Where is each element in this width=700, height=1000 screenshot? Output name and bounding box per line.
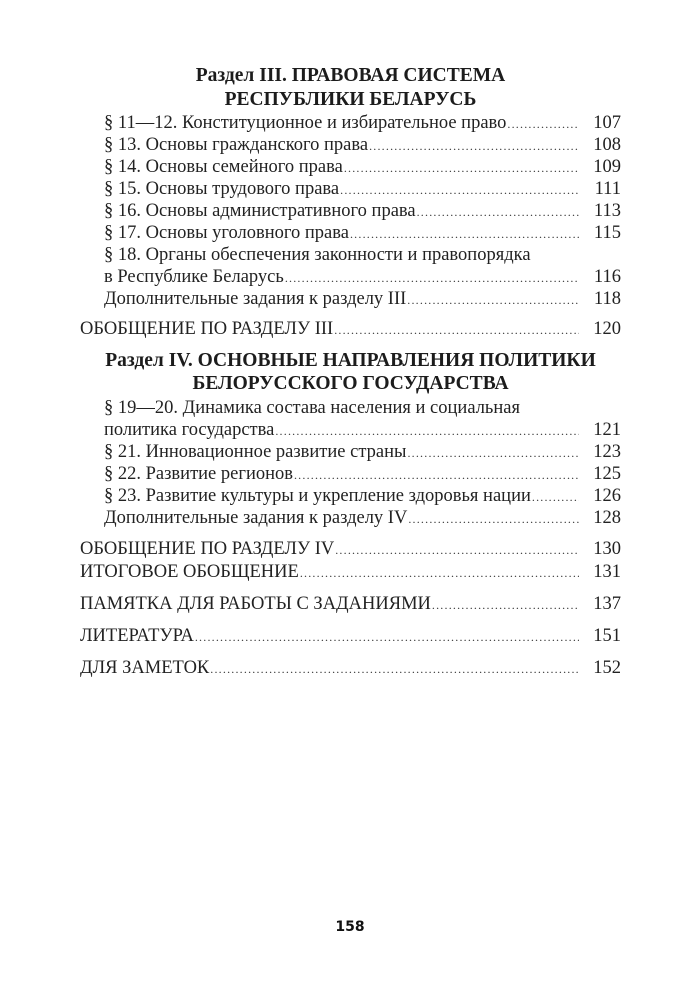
- toc-entry-final-summary[interactable]: [80, 561, 621, 584]
- toc-entry-section-4-summary[interactable]: [80, 538, 621, 561]
- toc-entry-page: 109: [593, 157, 621, 177]
- section-4-heading-line-1: Раздел IV. ОСНОВНЫЕ НАПРАВЛЕНИЯ ПОЛИТИКИ: [105, 350, 596, 371]
- toc-entry-title: Дополнительные задания к разделу III: [104, 289, 407, 309]
- toc-entry-title: § 17. Основы уголовного права: [104, 223, 349, 243]
- toc-entry-title: § 21. Инновационное развитие страны: [104, 442, 407, 462]
- leader-dots: [294, 464, 579, 486]
- toc-entry-page: 115: [593, 223, 621, 243]
- toc-entry-section-3-summary[interactable]: [80, 318, 621, 341]
- section-3-heading-line-1: Раздел III. ПРАВОВАЯ СИСТЕМА: [195, 65, 506, 86]
- leader-dots: [407, 442, 579, 464]
- toc-entry-title: § 14. Основы семейного права: [104, 157, 343, 177]
- leader-dots: [335, 539, 579, 561]
- toc-entry-title: в Республике Беларусь: [104, 267, 284, 287]
- toc-entry-page: 126: [593, 486, 621, 506]
- toc-entry-title: § 15. Основы трудового права: [104, 179, 340, 199]
- toc-entry-title: § 13. Основы гражданского права: [104, 135, 369, 155]
- toc-entry-page: 120: [593, 319, 621, 339]
- toc-entry-page: 128: [593, 508, 621, 528]
- toc-entry-title: § 23. Развитие культуры и укрепление здоровья нации: [104, 486, 531, 506]
- leader-dots: [340, 179, 579, 201]
- leader-dots: [350, 223, 579, 245]
- leader-dots: [417, 201, 579, 223]
- toc-entry-page: 108: [593, 135, 621, 155]
- leader-dots: [532, 486, 579, 508]
- toc-entry[interactable]: [104, 266, 621, 289]
- toc-entry-title: ОБОБЩЕНИЕ ПО РАЗДЕЛУ IV: [80, 539, 335, 559]
- toc-entry-title: § 16. Основы административного права: [104, 201, 416, 221]
- toc-entry-title: ОБОБЩЕНИЕ ПО РАЗДЕЛУ III: [80, 319, 334, 339]
- toc-entry[interactable]: [104, 178, 621, 201]
- toc-entry-page: 151: [593, 626, 621, 646]
- toc-entry-page: 131: [593, 562, 621, 582]
- section-4-heading-line-2: БЕЛОРУССКОГО ГОСУДАРСТВА: [192, 373, 509, 394]
- leader-dots: [300, 562, 579, 584]
- toc-entry[interactable]: [104, 200, 621, 223]
- toc-entry-title: Дополнительные задания к разделу IV: [104, 508, 408, 528]
- toc-entry-literature[interactable]: [80, 625, 621, 648]
- toc-entry-page: 123: [593, 442, 621, 462]
- leader-dots: [334, 319, 579, 341]
- leader-dots: [407, 289, 579, 311]
- toc-entry-page: 111: [594, 179, 621, 199]
- toc-entry-title-line-1: § 18. Органы обеспечения законности и правопорядка: [104, 245, 531, 265]
- toc-entry[interactable]: [104, 134, 621, 157]
- toc-entry[interactable]: [104, 485, 621, 508]
- leader-dots: [210, 658, 579, 680]
- toc-entry-title: § 22. Развитие регионов: [104, 464, 293, 484]
- toc-entry[interactable]: [104, 507, 621, 530]
- toc-entry-page: 121: [593, 420, 621, 440]
- toc-entry[interactable]: [104, 441, 621, 464]
- toc-entry-page: 137: [593, 594, 621, 614]
- toc-entry-page: 118: [593, 289, 621, 309]
- toc-entry-title: § 11—12. Конституционное и избирательное право: [104, 113, 507, 133]
- page-number: 158: [335, 919, 365, 935]
- toc-entry-page: 116: [593, 267, 621, 287]
- toc-entry-title: ЛИТЕРАТУРА: [80, 626, 194, 646]
- toc-entry[interactable]: [104, 112, 621, 135]
- toc-entry-page: 113: [593, 201, 621, 221]
- toc-entry-page: 130: [593, 539, 621, 559]
- toc-entry-title: политика государства: [104, 420, 275, 440]
- toc-entry-page: 107: [593, 113, 621, 133]
- toc-entry[interactable]: [104, 463, 621, 486]
- leader-dots: [507, 113, 579, 135]
- leader-dots: [344, 157, 579, 179]
- leader-dots: [195, 626, 579, 648]
- section-3-heading-line-2: РЕСПУБЛИКИ БЕЛАРУСЬ: [224, 89, 477, 110]
- toc-entry-page: 152: [593, 658, 621, 678]
- toc-entry-notes[interactable]: [80, 657, 621, 680]
- toc-entry[interactable]: [104, 222, 621, 245]
- toc-entry-page: 125: [593, 464, 621, 484]
- leader-dots: [275, 420, 579, 442]
- toc-entry[interactable]: [104, 288, 621, 311]
- toc-entry-title: ИТОГОВОЕ ОБОБЩЕНИЕ: [80, 562, 299, 582]
- toc-entry-title-line-1: § 19—20. Динамика состава населения и социальная: [104, 398, 520, 418]
- leader-dots: [432, 594, 579, 616]
- leader-dots: [408, 508, 579, 530]
- toc-entry[interactable]: [104, 419, 621, 442]
- toc-entry-memo[interactable]: [80, 593, 621, 616]
- toc-entry[interactable]: [104, 156, 621, 179]
- leader-dots: [285, 267, 579, 289]
- leader-dots: [369, 135, 579, 157]
- toc-entry-title: ДЛЯ ЗАМЕТОК: [80, 658, 210, 678]
- toc-entry-title: ПАМЯТКА ДЛЯ РАБОТЫ С ЗАДАНИЯМИ: [80, 594, 431, 614]
